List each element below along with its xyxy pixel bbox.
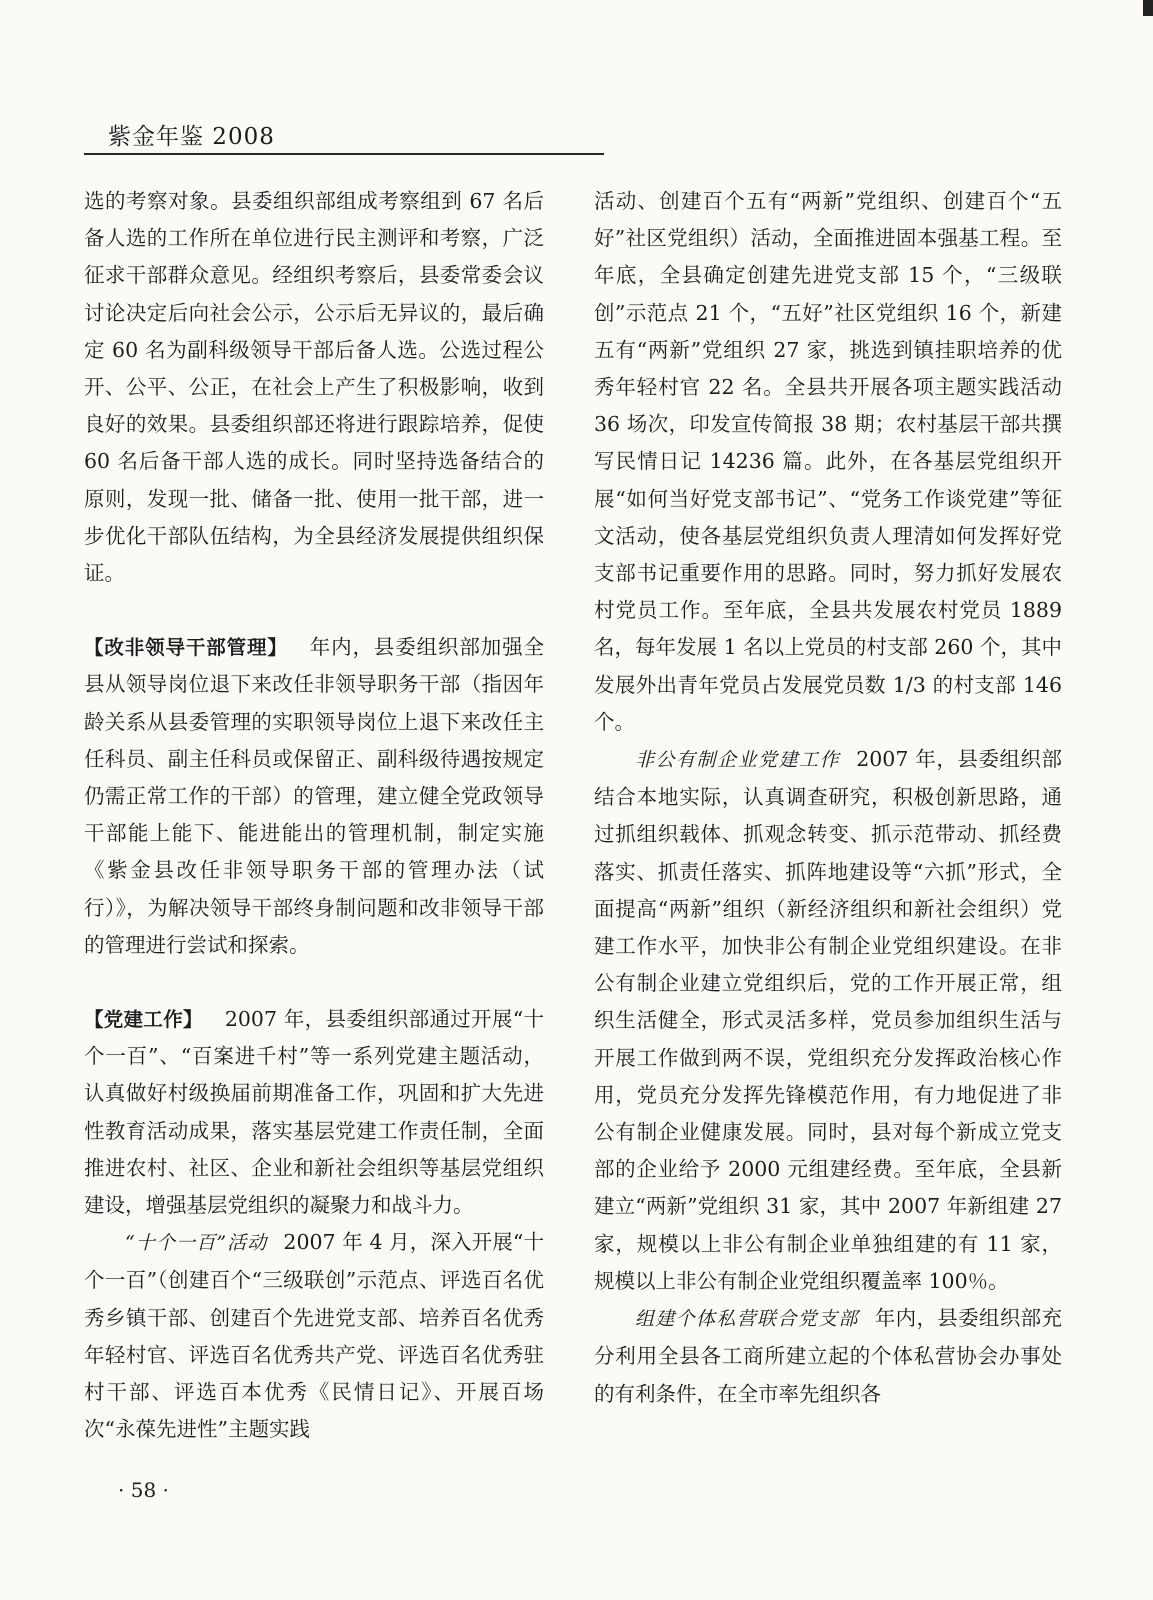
section-body: 年内，县委组织部加强全县从领导岗位退下来改任非领导职务干部（指因年龄关系从县委管理的实职领导岗位上退下来改任主任科员、副主任科员或保留正、副科级待遇按规定仍需正常工作的干部）的管理，建立健全党政领导干部能上能下、能进能出的管理机制，制定实施《紫金县改任非领导职务干部的管理办法（试行）》，为解决领导干部终身制问题和改非领导干部的管理进行尝试和探索。 bbox=[84, 635, 544, 957]
left-paragraph-1: 选的考察对象。县委组织部组成考察组到 67 名后备人选的工作所在单位进行民主测评和考察，广泛征求干部群众意见。经组织考察后，县委常委会议讨论决定后向社会公示，公示后无异议的，最后确定 60 名为副科级领导干部后备人选。公选过程公开、公平、公正，在社会上产生了积极影响，收到良好的效果。县委组织部还将进行跟踪培养，促使 60 名后备干部人选的成长。同时坚持选备结合的原则，发现一批、储备一批、使用一批干部，进一步优化干部队伍结构，为全县经济发展提供组织保证。 bbox=[84, 189, 544, 586]
right-column bbox=[594, 183, 1062, 1413]
subsection-body: 2007 年 4 月，深入开展“十个一百”（创建百个“三级联创”示范点、评选百名优秀乡镇干部、创建百个先进党支部、培养百名优秀年轻村官、评选百名优秀共产党、评选百名优秀驻村干部、评选百本优秀《民情日记》、开展百场次“永葆先进性”主题实践 bbox=[84, 1230, 544, 1442]
section-body: 2007 年，县委组织部通过开展“十个一百”、“百案进千村”等一系列党建主题活动，认真做好村级换届前期准备工作，巩固和扩大先进性教育活动成果，落实基层党建工作责任制，全面推进农村、社区、企业和新社会组织等基层党组织建设，增强基层党组织的凝聚力和战斗力。 bbox=[84, 1007, 544, 1218]
subsection-heading: 非公有制企业党建工作 bbox=[635, 749, 841, 772]
running-header: 紫金年鉴 2008 bbox=[108, 124, 275, 150]
left-column bbox=[84, 183, 544, 1449]
scan-edge-mark bbox=[1143, 0, 1153, 16]
right-paragraph-1: 活动、创建百个五有“两新”党组织、创建百个“五好”社区党组织）活动，全面推进固本强基工程。至年底，全县确定创建先进党支部 15 个，“三级联创”示范点 21 个，“五好”社区党组织 16 个，新建五有“两新”党组织 27 家，挑选到镇挂职培养的优秀年轻村官 22 名。全县共开展各项主题实践活动 36 场次，印发宣传简报 38 期；农村基层干部共撰写民情日记 14236 篇。此外，在各基层党组织开展“如何当好党支部书记”、“党务工作谈党建”等征文活动，使各基层党组织负责人理清如何发挥好党支部书记重要作用的思路。同时，努力抓好发展农村党员工作。至年底，全县共发展农村党员 1889 名，每年发展 1 名以上党员的村支部 260 个，其中发展外出青年党员占发展党员数 1/3 的村支部 146 个。 bbox=[594, 189, 1062, 734]
subsection-heading: “十个一百”活动 bbox=[125, 1232, 268, 1255]
subsection-nonpublic-enterprise bbox=[594, 741, 1062, 1300]
subsection-joint-branch bbox=[594, 1300, 1062, 1413]
subsection-heading: 组建个体私营联合党支部 bbox=[635, 1308, 859, 1331]
subsection-body: 2007 年，县委组织部结合本地实际，认真调查研究，积极创新思路，通过抓组织载体、抓观念转变、抓示范带动、抓经费落实、抓责任落实、抓阵地建设等“六抓”形式，全面提高“两新”组织（新经济组织和新社会组织）党建工作水平，加快非公有制企业党组织建设。在非公有制企业建立党组织后，党的工作开展正常，组织生活健全，形式灵活多样，党员参加组织生活与开展工作做到两不误，党组织充分发挥政治核心作用，党员充分发挥先锋模范作用，有力地促进了非公有制企业健康发展。同时，县对每个新成立党支部的企业给予 2000 元组建经费。至年底，全县新建立“两新”党组织 31 家，其中 2007 年新组建 27 家，规模以上非公有制企业单独组建的有 11 家，规模以上非公有制企业党组织覆盖率 100％。 bbox=[594, 747, 1062, 1293]
section-heading: 【改非领导干部管理】 bbox=[84, 636, 288, 660]
section-heading: 【党建工作】 bbox=[84, 1008, 203, 1032]
subsection-body: 年内，县委组织部充分利用全县各工商所建立起的个体私营协会办事处的有利条件，在全市率先组织各 bbox=[594, 1306, 1062, 1406]
section-party-building bbox=[84, 1001, 544, 1224]
subsection-ten-hundreds bbox=[84, 1224, 544, 1448]
page-number: · 58 · bbox=[118, 1478, 169, 1502]
header-rule bbox=[84, 153, 604, 155]
section-nonleader-management bbox=[84, 629, 544, 964]
